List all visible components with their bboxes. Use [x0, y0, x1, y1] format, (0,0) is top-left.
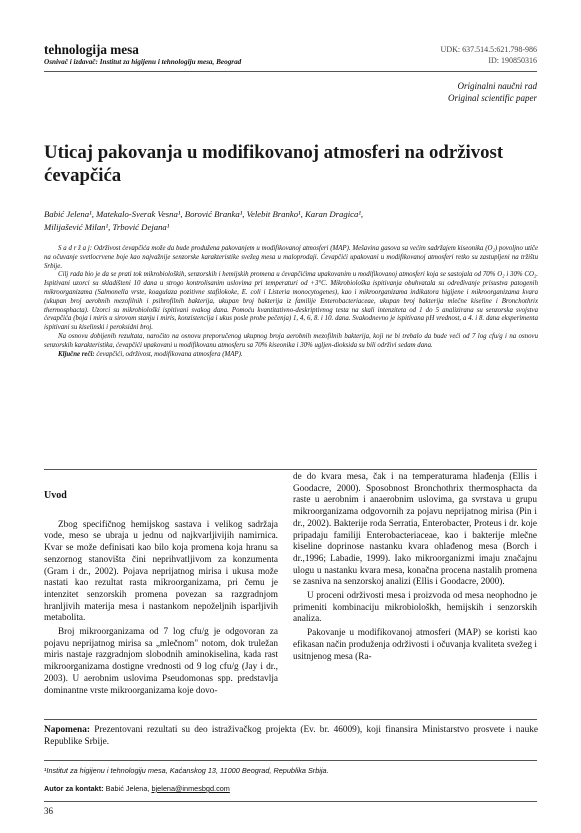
- abstract-paragraph-1: S a d r ž a j: Održivost ćevapčića može da bude produžena pakovanjem u modifikovanoj atmosferi (MAP). Mešavina gasova sa većim sadržajem kiseonika (O₂) povoljno utiče na očuvanje svetlocrvene boje kao najvažnije senzorske karakteristike svežeg mesa u maloprodaji. Ćevapčići upakovani u modifikovanoj atmosferi retko su zastupljeni na tržištu Srbije.: [44, 245, 538, 270]
- publisher-line: Osnivač i izdavač: Institut za higijenu i tehnologiju mesa, Beograd: [44, 58, 242, 66]
- body-paragraph: Broj mikroorganizama od 7 log cfu/g je odgovoran za pojavu neprijatnog mirisa sa „mlečnom" notom, dok truležan miris nastaje razgradnjom slobodnih aminokiselina, kada rast mikroorganizama dostigne vrednosti od 9 log cfu/g (Jay i dr., 2003). U aerobnim uslovima Pseudomonas spp. predstavlja dominantne vrste mikroorganizama koje dovo-: [44, 627, 278, 696]
- abstract-rule: [44, 469, 537, 470]
- body-paragraph: Pakovanje u modifikovanoj atmosferi (MAP) se koristi kao efikasan način produženja održivosti i očuvanja kvaliteta svežeg i usitnjenog mesa (Ra-: [293, 628, 537, 662]
- journal-name: tehnologija mesa: [44, 42, 139, 57]
- section-heading: Uvod: [44, 490, 67, 501]
- affiliation: ¹Institut za higijenu i tehnologiju mesa, Kaćanskog 13, 11000 Beograd, Republika Srbija.: [44, 766, 329, 775]
- footer-rule: [44, 801, 537, 802]
- funding-note: [44, 725, 538, 748]
- keywords-label: Ključne reči:: [58, 350, 95, 358]
- body-column-right: [293, 472, 537, 665]
- footnote-rule: [44, 719, 537, 720]
- note-text: Prezentovani rezultati su deo istraživačkog projekta (Ev. br. 46009), koji finansira Ministarstvo prosvete i nauke Republike Srbije.: [44, 725, 538, 747]
- body-column-left: [44, 472, 278, 699]
- note-label: Napomena:: [44, 725, 90, 735]
- udk-code: UDK: 637.514.5:621.798-986: [440, 45, 537, 54]
- authors-line-2: Milijašević Milan¹, Trbović Dejana¹: [44, 221, 170, 232]
- author-list: [44, 208, 539, 233]
- contact-author: [44, 784, 230, 793]
- authors-line-1: Babić Jelena¹, Matekalo-Sverak Vesna¹, Borović Branka¹, Velebit Branko¹, Karan Dragica¹,: [44, 209, 364, 219]
- paper-title: Uticaj pakovanja u modifikovanoj atmosferi na održivost ćevapčića: [44, 142, 504, 186]
- abstract: [44, 245, 538, 359]
- paper-type-local: Originalni naučni rad: [457, 81, 537, 91]
- abstract-paragraph-3: Na osnovu dobijenih rezultata, naročito na osnovu preporučenog ukupnog broja aerobnih mezofilnih bakterija, koji ne bi trebalo da bude veći od 7 log cfu/g i na osnovu senzorskih karakteristika, ćevapčići upakovani u modifikovanu atmosferu sa 70% kiseonika i 30% ugljen-dioksida su bili održivi sedam dana.: [44, 332, 538, 349]
- paper-type-en: Original scientific paper: [448, 93, 537, 103]
- contact-email-link[interactable]: bjelena@inmesbgd.com: [151, 784, 230, 793]
- keywords-text: ćevapčići, održivost, modifikovana atmosfera (MAP).: [96, 350, 243, 358]
- contact-label: Autor za kontakt:: [44, 784, 104, 793]
- body-paragraph: Zbog specifičnog hemijskog sastava i velikog sadržaja vode, meso se ubraja u jednu od najkvarljivijih namirnica. Kvar se može definisati kao bilo koja promena koja hranu sa senzornog stanovišta čini neprihvatljivom za konzumenta (Gram i dr., 2002). Pojava neprijatnog mirisa i ukusa može nastati kao rezultat rasta mikroorganizama, pri čemu je intenzitet senzorskih promena povezan sa razgradnjom hranljivih materija mesa i nastankom nepoželjnih isparljivih metabolita.: [44, 519, 278, 624]
- affiliation-rule: [44, 760, 537, 761]
- body-paragraph: U proceni održivosti mesa i proizvoda od mesa neophodno je primeniti kombinaciju mikrobiološkh, hemijskih i senzorskih analiza.: [293, 591, 537, 625]
- page-number: 36: [44, 806, 53, 816]
- body-paragraph: de do kvara mesa, čak i na temperaturama hlađenja (Ellis i Goodacre, 2000). Sposobnost Bronchothrix thermosphacta da raste u aerobnim i anaerobnim uslovima, ga svrstava u grupu mikroorganizama odgovornih za pojavu neprijatnog mirisa (Pin i dr., 2002). Bakterije roda Serratia, Enterobacter, Proteus i dr. koje pripadaju familiji Enterobacteriaceae, kao i bakterije mlečne kiseline doprinose nastanku kvara ohlađenog mesa (Borch i dr.,1996; Labadie, 1999). Iako mikroorganizmi imaju značajnu ulogu u nastanku kvara mesa, konačna procena nastalih promena se zasniva na senzorskoj analizi (Ellis i Goodacre, 2000).: [293, 472, 537, 588]
- abstract-paragraph-2: Cilj rada bio je da se prati tok mikrobioloških, senzorskih i hemijskih promena u ćevapčićima upakovanim u modifikovanoj atmosferi koja se sastojala od 70% O₂ i 30% CO₂. Ispitivani uzorci su skladišteni 10 dana u strogo kontrolisanim uslovima pri temperaturi od +3°C. Mikrobiološka ispitivanja obuhvatala su određivanje prisustva patogenih mikroorganizama (Salmonella vrste, koagulaza pozitivne stafilokoke, E. coli i Listeria monocytogenes), kao i mikroorganizama indikatora higijene i mikroorganizama kvara (ukupan broj aerobnih mezofilnih i psihrofilnih bakterija, ukupan broj bakterija iz familije Enterobacteriaceae, ukupan broj bakterija mlečne kiseline i Bronchothrix thermosphacta). Uzorci su mikrobiološki ispitivani svakog dana. Pomoću kvantitativno-deskriptivnog testa na skali intenziteta od 1 do 5 analizirana su senzorska svojstva ćevapčića (boja i miris u sirovom stanju i miris, konzistencija i ukus posle probe pečenja) 1, 4, 6, 8. i 10. dana. Svakodnevno je ispitivana pH vrednost, a 4. i 8. dana eksperimenta ispitivani su kiselinski i peroksidni broj.: [44, 271, 538, 332]
- id-code: ID: 190850316: [488, 56, 537, 65]
- keywords: [44, 351, 538, 360]
- contact-name: Babić Jelena,: [105, 784, 150, 793]
- header-rule: [44, 71, 537, 72]
